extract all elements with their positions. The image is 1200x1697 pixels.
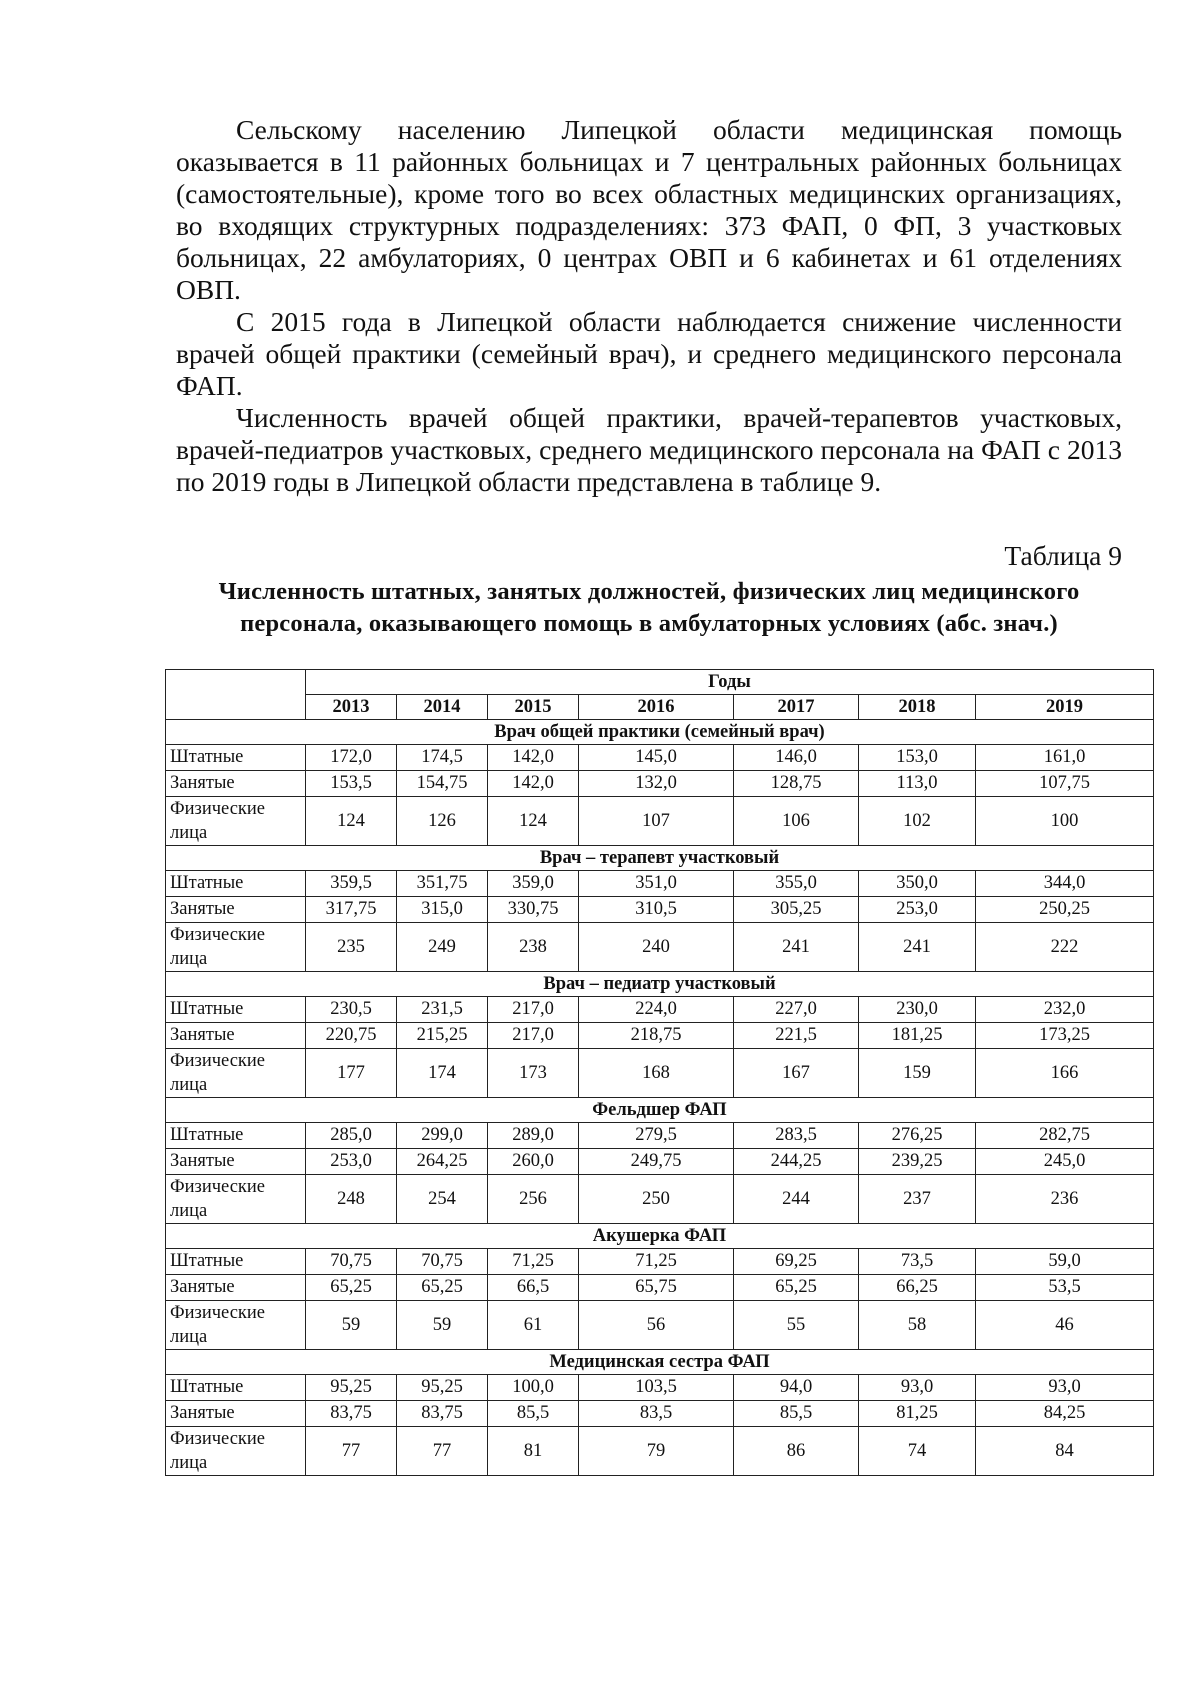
table-cell: 83,75 [306,1401,397,1427]
table-cell: 256 [488,1175,579,1224]
row-label: Физические лица [166,1301,306,1350]
row-label: Физические лица [166,1175,306,1224]
row-label: Занятые [166,1401,306,1427]
section-title: Врач – педиатр участковый [166,972,1154,997]
table-cell: 85,5 [734,1401,859,1427]
table-cell: 224,0 [579,997,734,1023]
table-cell: 245,0 [976,1149,1154,1175]
table-row [166,771,1154,797]
table-cell: 146,0 [734,745,859,771]
table-years-row [166,695,1154,720]
years-header: Годы [306,670,1154,695]
table-cell: 56 [579,1301,734,1350]
table-number-label: Таблица 9 [1004,540,1122,571]
table-cell: 71,25 [579,1249,734,1275]
table-cell: 235 [306,923,397,972]
year-header-cell: 2019 [976,695,1154,720]
table-row [166,1175,1154,1224]
table-row [166,1401,1154,1427]
table-cell: 279,5 [579,1123,734,1149]
table-cell: 282,75 [976,1123,1154,1149]
table-title: Численность штатных, занятых должностей, физических лиц медицинского персонала, оказывающего помощь в амбулаторных условиях (абс. знач.) [218,578,1080,637]
section-row [166,720,1154,745]
table-cell: 59,0 [976,1249,1154,1275]
table-cell: 355,0 [734,871,859,897]
table-cell: 124 [488,797,579,846]
row-label: Физические лица [166,797,306,846]
row-label: Физические лица [166,1427,306,1476]
table-cell: 315,0 [397,897,488,923]
table-body [166,670,1154,1476]
table-cell: 249 [397,923,488,972]
table-cell: 106 [734,797,859,846]
table-cell: 166 [976,1049,1154,1098]
table-row [166,1123,1154,1149]
year-header-cell: 2014 [397,695,488,720]
table-cell: 217,0 [488,997,579,1023]
table-cell: 65,25 [397,1275,488,1301]
table-cell: 59 [397,1301,488,1350]
table-cell: 285,0 [306,1123,397,1149]
table-cell: 254 [397,1175,488,1224]
row-label: Занятые [166,771,306,797]
section-row [166,1098,1154,1123]
table-row [166,1275,1154,1301]
section-row [166,1350,1154,1375]
table-cell: 61 [488,1301,579,1350]
paragraph: Численность врачей общей практики, врачей-терапевтов участковых, врачей-педиатров участковых, среднего медицинского персонала на ФАП с 2013 по 2019 годы в Липецкой области представлена в таблице 9. [176,402,1122,497]
table-cell: 53,5 [976,1275,1154,1301]
table-row [166,997,1154,1023]
row-label: Занятые [166,1275,306,1301]
table-cell: 66,25 [859,1275,976,1301]
table-cell: 222 [976,923,1154,972]
table-cell: 173 [488,1049,579,1098]
table-cell: 70,75 [306,1249,397,1275]
table-cell: 250 [579,1175,734,1224]
table-cell: 154,75 [397,771,488,797]
table-cell: 69,25 [734,1249,859,1275]
table-cell: 181,25 [859,1023,976,1049]
table-cell: 283,5 [734,1123,859,1149]
section-title: Врач – терапевт участковый [166,846,1154,871]
row-label: Штатные [166,871,306,897]
table-cell: 174,5 [397,745,488,771]
table-cell: 159 [859,1049,976,1098]
table-cell: 46 [976,1301,1154,1350]
table-cell: 231,5 [397,997,488,1023]
table-cell: 86 [734,1427,859,1476]
table-cell: 260,0 [488,1149,579,1175]
table-cell: 232,0 [976,997,1154,1023]
table-cell: 79 [579,1427,734,1476]
table-cell: 177 [306,1049,397,1098]
table-cell: 350,0 [859,871,976,897]
table-cell: 220,75 [306,1023,397,1049]
table-cell: 74 [859,1427,976,1476]
table-cell: 95,25 [397,1375,488,1401]
staff-table [165,669,1154,1476]
table-row [166,1375,1154,1401]
row-label: Физические лица [166,923,306,972]
table-cell: 142,0 [488,745,579,771]
table-cell: 153,5 [306,771,397,797]
table-cell: 65,25 [734,1275,859,1301]
table-cell: 241 [734,923,859,972]
table-cell: 253,0 [306,1149,397,1175]
section-title: Акушерка ФАП [166,1224,1154,1249]
table-cell: 317,75 [306,897,397,923]
row-label: Занятые [166,1149,306,1175]
table-cell: 250,25 [976,897,1154,923]
table-cell: 237 [859,1175,976,1224]
section-row [166,972,1154,997]
table-row [166,897,1154,923]
table-row [166,923,1154,972]
row-label: Физические лица [166,1049,306,1098]
year-header-cell: 2015 [488,695,579,720]
table-header-row [166,670,1154,695]
table-row [166,1301,1154,1350]
table-cell: 218,75 [579,1023,734,1049]
paragraph: С 2015 года в Липецкой области наблюдается снижение численности врачей общей практики (семейный врач), и среднего медицинского персонала ФАП. [176,306,1122,401]
table-cell: 55 [734,1301,859,1350]
table-cell: 310,5 [579,897,734,923]
paragraph: Сельскому населению Липецкой области медицинская помощь оказывается в 11 районных больницах и 7 центральных районных больницах (самостоятельные), кроме того во всех областных медицинских организациях, во входящих структурных подразделениях: 373 ФАП, 0 ФП, 3 участковых больницах, 22 амбулаториях, 0 центрах ОВП и 6 кабинетах и 61 отделениях ОВП. [176,114,1122,305]
table-cell: 172,0 [306,745,397,771]
table-cell: 84 [976,1427,1154,1476]
table-row [166,745,1154,771]
table-cell: 77 [397,1427,488,1476]
year-header-cell: 2013 [306,695,397,720]
table-cell: 71,25 [488,1249,579,1275]
table-cell: 359,5 [306,871,397,897]
table-cell: 58 [859,1301,976,1350]
table-cell: 249,75 [579,1149,734,1175]
section-row [166,1224,1154,1249]
section-row [166,846,1154,871]
table-cell: 174 [397,1049,488,1098]
table-cell: 95,25 [306,1375,397,1401]
table-cell: 244 [734,1175,859,1224]
table-cell: 344,0 [976,871,1154,897]
table-cell: 230,5 [306,997,397,1023]
table-cell: 145,0 [579,745,734,771]
table-cell: 83,75 [397,1401,488,1427]
table-cell: 161,0 [976,745,1154,771]
table-cell: 351,0 [579,871,734,897]
table-row [166,1049,1154,1098]
table-cell: 102 [859,797,976,846]
table-cell: 83,5 [579,1401,734,1427]
table-cell: 305,25 [734,897,859,923]
table-cell: 217,0 [488,1023,579,1049]
table-cell: 264,25 [397,1149,488,1175]
table-cell: 93,0 [859,1375,976,1401]
table-cell: 238 [488,923,579,972]
row-label: Штатные [166,1249,306,1275]
table-cell: 132,0 [579,771,734,797]
table-cell: 81 [488,1427,579,1476]
table-cell: 81,25 [859,1401,976,1427]
table-cell: 65,75 [579,1275,734,1301]
table-cell: 330,75 [488,897,579,923]
table-cell: 351,75 [397,871,488,897]
table-cell: 241 [859,923,976,972]
table-cell: 94,0 [734,1375,859,1401]
year-header-cell: 2017 [734,695,859,720]
table-cell: 276,25 [859,1123,976,1149]
body-text [176,114,1122,498]
table-row [166,1023,1154,1049]
table-cell: 70,75 [397,1249,488,1275]
table-cell: 142,0 [488,771,579,797]
table-cell: 126 [397,797,488,846]
table-cell: 244,25 [734,1149,859,1175]
corner-cell [166,670,306,720]
table-cell: 236 [976,1175,1154,1224]
table-row [166,871,1154,897]
year-header-cell: 2016 [579,695,734,720]
table-cell: 289,0 [488,1123,579,1149]
row-label: Штатные [166,1123,306,1149]
row-label: Занятые [166,897,306,923]
row-label: Штатные [166,745,306,771]
table-row [166,797,1154,846]
section-title: Врач общей практики (семейный врач) [166,720,1154,745]
section-title: Фельдшер ФАП [166,1098,1154,1123]
table-cell: 100,0 [488,1375,579,1401]
table-cell: 107 [579,797,734,846]
table-cell: 153,0 [859,745,976,771]
year-header-cell: 2018 [859,695,976,720]
table-cell: 59 [306,1301,397,1350]
table-cell: 128,75 [734,771,859,797]
table-cell: 173,25 [976,1023,1154,1049]
table-cell: 221,5 [734,1023,859,1049]
table-cell: 93,0 [976,1375,1154,1401]
table-cell: 66,5 [488,1275,579,1301]
table-row [166,1149,1154,1175]
table-cell: 248 [306,1175,397,1224]
table-cell: 168 [579,1049,734,1098]
table-cell: 113,0 [859,771,976,797]
table-cell: 84,25 [976,1401,1154,1427]
table-cell: 227,0 [734,997,859,1023]
table-cell: 100 [976,797,1154,846]
table-row [166,1249,1154,1275]
table-cell: 77 [306,1427,397,1476]
table-cell: 85,5 [488,1401,579,1427]
section-title: Медицинская сестра ФАП [166,1350,1154,1375]
table-cell: 299,0 [397,1123,488,1149]
table-cell: 124 [306,797,397,846]
table-cell: 103,5 [579,1375,734,1401]
row-label: Занятые [166,1023,306,1049]
table-cell: 65,25 [306,1275,397,1301]
table-cell: 253,0 [859,897,976,923]
table-cell: 167 [734,1049,859,1098]
table-cell: 215,25 [397,1023,488,1049]
table-cell: 107,75 [976,771,1154,797]
table-cell: 239,25 [859,1149,976,1175]
table-cell: 240 [579,923,734,972]
row-label: Штатные [166,1375,306,1401]
row-label: Штатные [166,997,306,1023]
table-cell: 73,5 [859,1249,976,1275]
table-cell: 359,0 [488,871,579,897]
table-row [166,1427,1154,1476]
table-cell: 230,0 [859,997,976,1023]
